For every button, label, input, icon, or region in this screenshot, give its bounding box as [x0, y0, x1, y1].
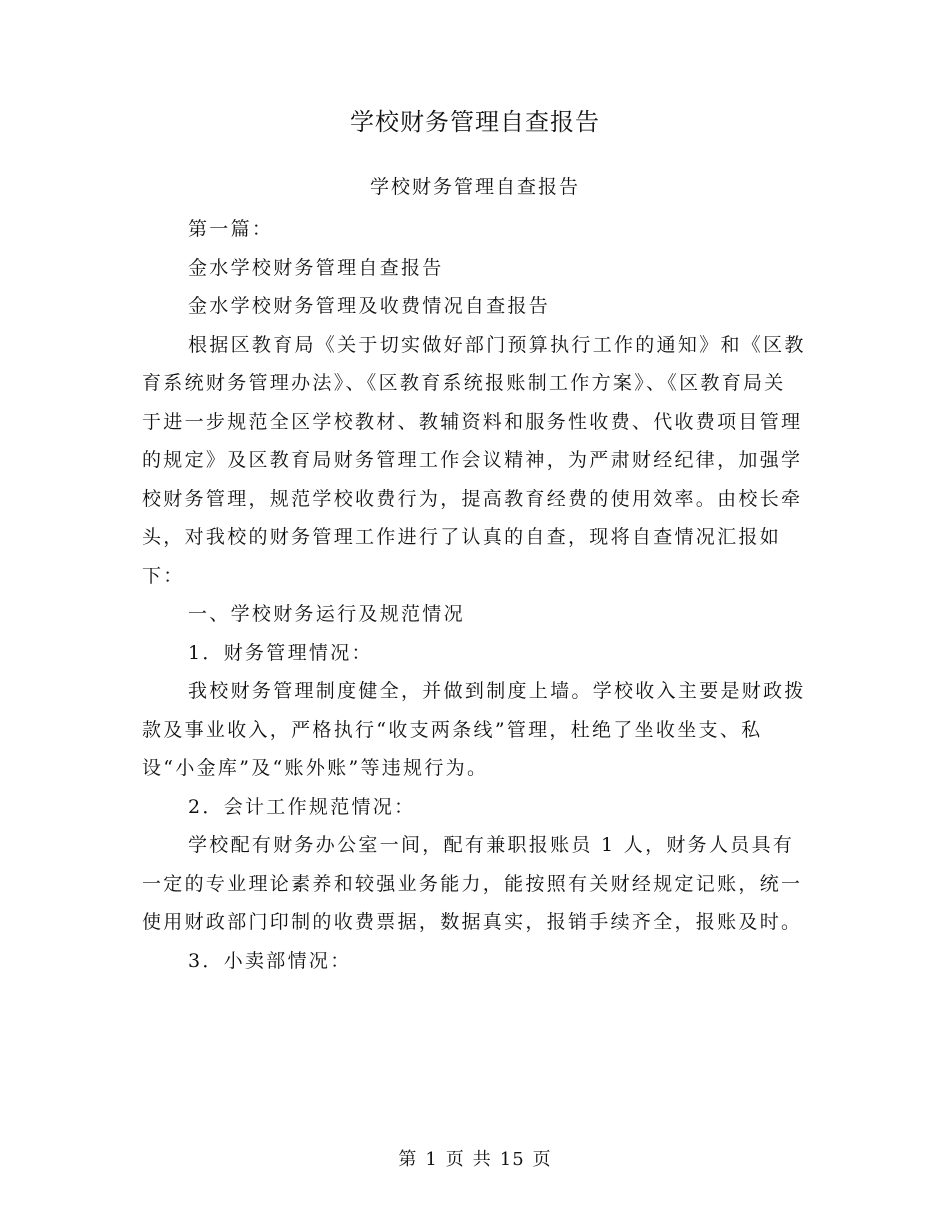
total-pages-number: 15 — [499, 1149, 525, 1170]
paragraph-intro: 根据区教育局《关于切实做好部门预算执行工作的通知》和《区教育系统财务管理办法》、《区教育系统报账制工作方案》、《区教育局关于进一步规范全区学校教材、教辅资料和服务性收费、代收费项目管理的规定》及区教育局财务管理工作会议精神，为严肃财经纪律，加强学校财务管理，规范学校收费行为，提高教育经费的使用效率。由校长牵头，对我校的财务管理工作进行了认真的自查，现将自查情况汇报如下： — [142, 333, 806, 587]
heading-section-1: 一、学校财务运行及规范情况 — [188, 603, 465, 625]
footer-label-page-unit: 页 — [445, 1149, 465, 1170]
document-title: 学校财务管理自查报告 — [350, 108, 600, 136]
page-footer — [0, 1146, 950, 1174]
article-subtitle: 金水学校财务管理及收费情况自查报告 — [188, 295, 551, 317]
section-label: 第一篇： — [188, 218, 274, 240]
paragraph-item-1: 我校财务管理制度健全，并做到制度上墙。学校收入主要是财政拨款及事业收入，严格执行“收支两条线”管理，杜绝了坐收坐支、私设“小金库”及“账外账”等违规行为。 — [142, 680, 806, 779]
footer-label-total: 共 — [472, 1149, 492, 1170]
document-body — [142, 210, 806, 980]
paragraph-item-2: 学校配有财务办公室一间，配有兼职报账员 1 人，财务人员具有一定的专业理论素养和较强业务能力，能按照有关财经规定记账，统一使用财政部门印制的收费票据，数据真实，报销手续齐全，报账及时。 — [142, 834, 803, 933]
article-title: 金水学校财务管理自查报告 — [188, 256, 444, 279]
footer-label-total-unit: 页 — [532, 1149, 552, 1170]
heading-item-3: 3．小卖部情况： — [188, 949, 352, 972]
heading-item-2: 2．会计工作规范情况： — [188, 795, 416, 818]
heading-item-1: 1．财务管理情况： — [188, 641, 373, 664]
footer-label-page: 第 — [398, 1149, 418, 1170]
document-subtitle: 学校财务管理自查报告 — [369, 176, 580, 198]
current-page-number: 1 — [425, 1149, 438, 1170]
